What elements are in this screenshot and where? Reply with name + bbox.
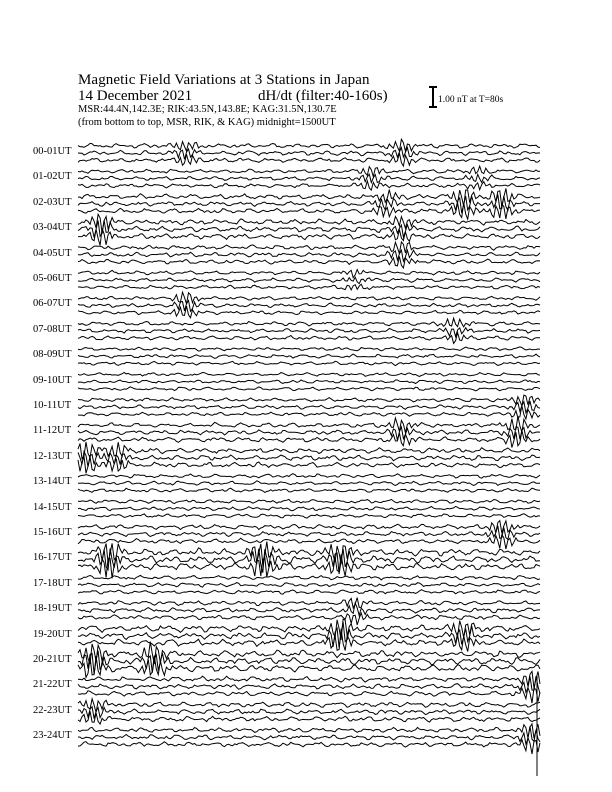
row-label: 06-07UT bbox=[33, 298, 72, 310]
row-label: 05-06UT bbox=[33, 273, 72, 284]
trace-13-14UT-rik bbox=[78, 481, 540, 486]
trace-08-09UT-msr bbox=[78, 361, 540, 365]
trace-13-14UT-kag bbox=[78, 474, 540, 479]
trace-15-16UT-kag bbox=[78, 521, 540, 534]
row-label: 09-10UT bbox=[33, 374, 72, 386]
trace-17-18UT-kag bbox=[78, 575, 540, 580]
row-label: 16-17UT bbox=[33, 552, 72, 564]
row-label: 21-22UT bbox=[33, 679, 72, 691]
row-label: 14-15UT bbox=[33, 501, 72, 513]
trace-08-09UT-kag bbox=[78, 347, 540, 351]
station-order-note: (from bottom to top, MSR, RIK, & KAG) midnight=1500UT bbox=[78, 117, 336, 128]
trace-07-08UT-rik bbox=[78, 328, 540, 337]
trace-11-12UT-kag bbox=[78, 416, 540, 433]
trace-01-02UT-kag bbox=[78, 166, 540, 177]
trace-01-02UT-rik bbox=[78, 174, 540, 182]
row-label: 23-24UT bbox=[33, 730, 72, 742]
row-label: 22-23UT bbox=[33, 704, 72, 716]
trace-18-19UT-kag bbox=[78, 598, 540, 608]
trace-04-05UT-msr bbox=[78, 257, 540, 269]
trace-23-24UT-msr bbox=[78, 738, 540, 754]
row-label: 01-02UT bbox=[33, 171, 72, 183]
row-label: 02-03UT bbox=[33, 196, 72, 208]
row-label: 18-19UT bbox=[33, 603, 72, 615]
row-label: 10-11UT bbox=[33, 400, 72, 411]
trace-05-06UT-rik bbox=[78, 277, 540, 283]
trace-17-18UT-msr bbox=[78, 590, 540, 595]
trace-09-10UT-rik bbox=[78, 380, 540, 384]
trace-14-15UT-rik bbox=[78, 506, 540, 510]
trace-10-11UT-rik bbox=[78, 401, 540, 413]
trace-07-08UT-kag bbox=[78, 318, 540, 327]
row-label: 08-09UT bbox=[33, 349, 72, 361]
trace-13-14UT-msr bbox=[78, 488, 540, 492]
trace-12-13UT-kag bbox=[78, 442, 540, 459]
trace-20-21UT-msr bbox=[78, 656, 540, 678]
trace-06-07UT-msr bbox=[78, 306, 540, 318]
chart-quantity: dH/dt (filter:40-160s) bbox=[258, 88, 388, 104]
trace-22-23UT-rik bbox=[78, 707, 540, 719]
trace-07-08UT-msr bbox=[78, 333, 540, 344]
trace-10-11UT-kag bbox=[78, 395, 540, 406]
trace-12-13UT-rik bbox=[78, 452, 540, 467]
trace-15-16UT-msr bbox=[78, 535, 540, 549]
trace-09-10UT-msr bbox=[78, 387, 540, 391]
row-label: 04-05UT bbox=[33, 247, 72, 259]
row-label: 07-08UT bbox=[33, 323, 72, 335]
trace-00-01UT-kag bbox=[78, 139, 540, 151]
row-label: 19-20UT bbox=[33, 628, 72, 640]
trace-01-02UT-msr bbox=[78, 181, 540, 190]
trace-19-20UT-rik bbox=[78, 622, 540, 648]
row-label: 20-21UT bbox=[33, 654, 72, 665]
trace-09-10UT-kag bbox=[78, 373, 540, 377]
row-label: 03-04UT bbox=[33, 222, 72, 234]
row-label: 17-18UT bbox=[33, 577, 72, 589]
trace-04-05UT-rik bbox=[78, 250, 540, 261]
trace-05-06UT-msr bbox=[78, 284, 540, 290]
trace-08-09UT-rik bbox=[78, 354, 540, 358]
trace-21-22UT-msr bbox=[78, 688, 540, 704]
row-label: 11-12UT bbox=[33, 425, 72, 437]
trace-03-04UT-msr bbox=[78, 229, 540, 246]
trace-04-05UT-kag bbox=[78, 242, 540, 254]
trace-23-24UT-rik bbox=[78, 726, 540, 744]
trace-14-15UT-kag bbox=[78, 499, 540, 503]
trace-00-01UT-rik bbox=[78, 148, 540, 160]
chart-title: Magnetic Field Variations at 3 Stations in Japan bbox=[78, 72, 370, 88]
row-label: 00-01UT bbox=[33, 146, 72, 157]
row-label: 15-16UT bbox=[33, 527, 72, 538]
trace-22-23UT-msr bbox=[78, 711, 540, 724]
station-coordinates: MSR:44.4N,142.3E; RIK:43.5N,143.8E; KAG:31.5N,130.7E bbox=[78, 104, 337, 115]
scale-label: 1.00 nT at T=80s bbox=[438, 95, 504, 105]
row-label: 12-13UT bbox=[33, 450, 72, 462]
trace-05-06UT-kag bbox=[78, 270, 540, 278]
trace-06-07UT-kag bbox=[78, 292, 540, 304]
trace-06-07UT-rik bbox=[78, 301, 540, 312]
trace-18-19UT-msr bbox=[78, 613, 540, 625]
chart-date: 14 December 2021 bbox=[78, 88, 193, 104]
trace-14-15UT-msr bbox=[78, 514, 540, 518]
trace-17-18UT-rik bbox=[78, 583, 540, 588]
row-label: 13-14UT bbox=[33, 476, 72, 488]
